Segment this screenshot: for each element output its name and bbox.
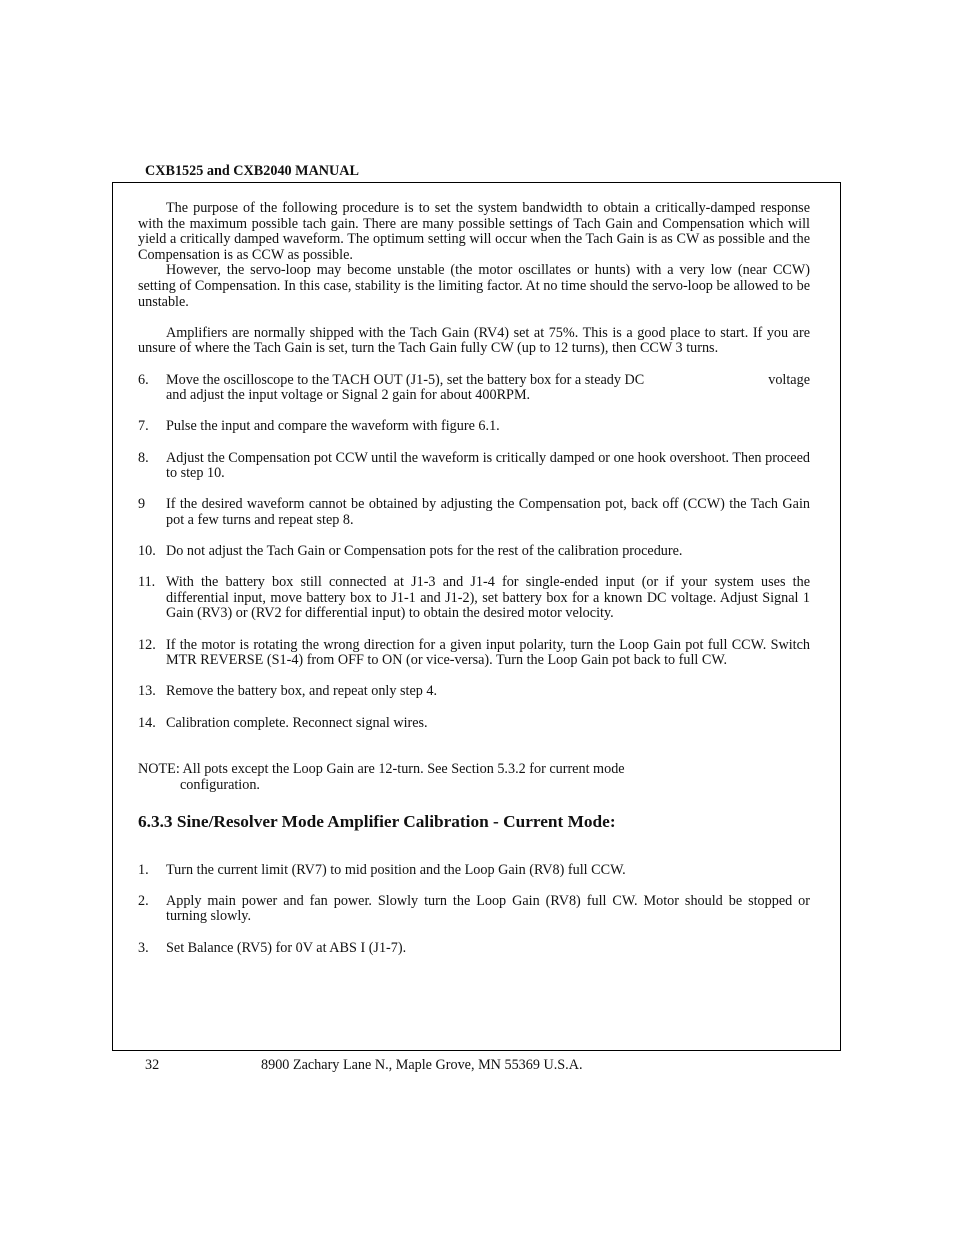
- step-text: Turn the current limit (RV7) to mid position and the Loop Gain (RV8) full CCW.: [166, 861, 626, 878]
- step-text: Adjust the Compensation pot CCW until the waveform is critically damped or one hook overshoot. Then proceed to step 10.: [166, 449, 810, 482]
- step-number: 13.: [138, 683, 156, 700]
- page-header: CXB1525 and CXB2040 MANUAL: [145, 163, 360, 179]
- step-text: Remove the battery box, and repeat only step 4.: [166, 683, 438, 700]
- step-text: Calibration complete. Reconnect signal wires.: [166, 714, 428, 731]
- note-line-2: configuration.: [180, 776, 260, 793]
- step-text: Move the oscilloscope to the TACH OUT (J1-5), set the battery box for a steady DC: [166, 371, 645, 388]
- note: [138, 762, 810, 793]
- step-number: 9: [138, 496, 146, 513]
- step-10: [138, 544, 810, 560]
- current-mode-step-2: [138, 894, 810, 925]
- step-text-cont: and adjust the input voltage or Signal 2 gain for about 400RPM.: [166, 387, 531, 404]
- page-content: [138, 201, 810, 956]
- step-9: [138, 497, 810, 528]
- intro-paragraph-3: Amplifiers are normally shipped with the Tach Gain (RV4) set at 75%. This is a good place to start. If you are unsure of where the Tach Gain is set, turn the Tach Gain fully CW (up to 12 turns), then CCW 3 turns.: [138, 324, 810, 357]
- step-text: Apply main power and fan power. Slowly turn the Loop Gain (RV8) full CW. Motor should be stopped or turning slowly.: [166, 892, 810, 925]
- step-number: 1.: [138, 861, 149, 878]
- step-number: 10.: [138, 543, 156, 560]
- note-line-1: NOTE: All pots except the Loop Gain are 12-turn. See Section 5.3.2 for current mode: [138, 761, 625, 778]
- intro-paragraph-2: However, the servo-loop may become unstable (the motor oscillates or hunts) with a very low (near CCW) setting of Compensation. In this case, stability is the limiting factor. At no time should the servo-loop be allowed to be unstable.: [138, 262, 810, 310]
- step-text: Pulse the input and compare the waveform with figure 6.1.: [166, 418, 500, 435]
- step-text-end: voltage: [768, 371, 810, 388]
- step-number: 8.: [138, 449, 149, 466]
- step-number: 14.: [138, 714, 156, 731]
- step-text: With the battery box still connected at J1-3 and J1-4 for single-ended input (or if your system uses the differential input, move battery box to J1-1 and J1-2), set battery box for a known DC voltage. Adjust Signal 1 Gain (RV3) or (RV2 for differential input) to obtain the desired motor velocity.: [166, 574, 810, 622]
- step-number: 7.: [138, 418, 149, 435]
- step-text: If the motor is rotating the wrong direction for a given input polarity, turn the Loop Gain pot full CCW. Switch MTR REVERSE (S1-4) from OFF to ON (or vice-versa). Turn the Loop Gain pot back to full CW.: [166, 636, 810, 669]
- step-text: Do not adjust the Tach Gain or Compensation pots for the rest of the calibration procedure.: [166, 543, 683, 560]
- step-8: [138, 451, 810, 482]
- step-number: 2.: [138, 892, 149, 909]
- section-heading: 6.3.3 Sine/Resolver Mode Amplifier Calibration - Current Mode:: [138, 811, 616, 831]
- step-number: 6.: [138, 371, 149, 388]
- step-text: If the desired waveform cannot be obtained by adjusting the Compensation pot, back off (CCW) the Tach Gain pot a few turns and repeat step 8.: [166, 496, 810, 528]
- intro-paragraph-1: The purpose of the following procedure is to set the system bandwidth to obtain a critically-damped response with the maximum possible tach gain. There are many possible settings of Tach Gain and Compensation which will yield a critically damped waveform. The optimum setting will occur when the Tach Gain is as CW as possible and the Compensation is as CCW as possible.: [138, 200, 810, 263]
- step-13: [138, 684, 810, 700]
- step-number: 11.: [138, 574, 156, 591]
- step-text: Set Balance (RV5) for 0V at ABS I (J1-7).: [166, 939, 407, 956]
- page-number: 32: [145, 1057, 160, 1073]
- current-mode-step-1: [138, 863, 810, 879]
- footer-address: 8900 Zachary Lane N., Maple Grove, MN 55369 U.S.A.: [261, 1057, 583, 1073]
- step-number: 3.: [138, 939, 149, 956]
- current-mode-step-3: [138, 941, 810, 957]
- step-number: 12.: [138, 636, 156, 653]
- step-12: [138, 638, 810, 669]
- step-11: [138, 575, 810, 622]
- step-7: [138, 419, 810, 435]
- step-14: [138, 716, 810, 732]
- step-6: [138, 373, 810, 404]
